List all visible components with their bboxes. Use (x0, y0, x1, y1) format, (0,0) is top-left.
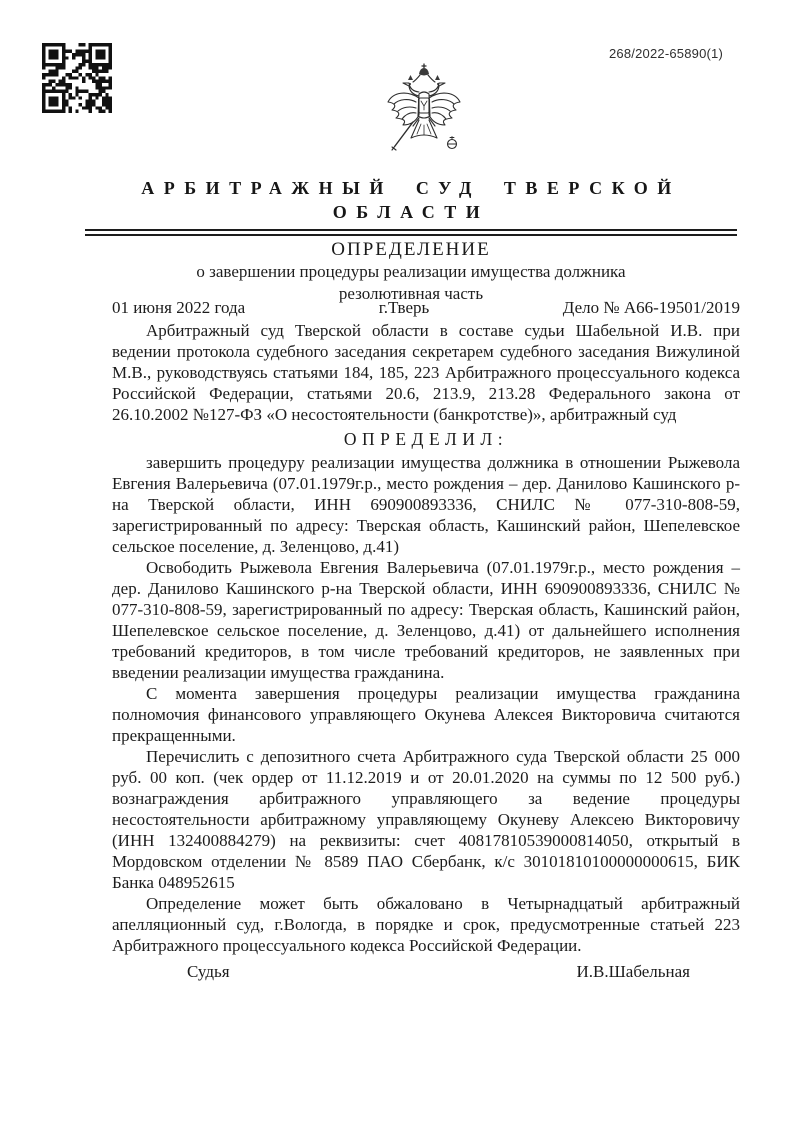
case-meta-row (112, 297, 740, 318)
resolution-heading: ОПРЕДЕЛИЛ: (343, 429, 509, 449)
case-number: Дело № А66-19501/2019 (562, 298, 740, 317)
document-part-label: резолютивная часть (338, 284, 484, 303)
court-name-line1: АРБИТРАЖНЫЙ СУД ТВЕРСКОЙ (141, 178, 681, 198)
judge-name: И.В.Шабельная (576, 962, 690, 981)
coat-of-arms-icon (383, 62, 465, 162)
paragraph-complete-procedure: завершить процедуру реализации имущества должника в отношении Рыжевола Евгения Валерьевича (07.01.1979г.р., место рождения – дер. Данилово Кашинского р-на Тверской области, ИНН 690900893336, СНИЛС № 077-310-808-59, зарегистрированный по адресу: Тверская область, Кашинский район, Шепелевское сельское поселение, д. Зеленцово, д.41) (112, 453, 740, 556)
court-name-line2: ОБЛАСТИ (332, 202, 490, 222)
intro-paragraph: Арбитражный суд Тверской области в составе судьи Шабельной И.В. при ведении протокола судебного заседания секретарем судебного заседания Вижулиной М.В., руководствуясь статьями 184, 185, 223 Арбитражного процессуального кодекса Российской Федерации, статьями 20.6, 213.9, 213.28 Федерального закона от 26.10.2002 №127-ФЗ «О несостоятельности (банкротстве)», арбитражный суд (112, 321, 740, 424)
paragraph-appeal-info: Определение может быть обжаловано в Четырнадцатый арбитражный апелляционный суд, г.Вологда, в порядке и срок, предусмотренные статьей 223 Арбитражного процессуального кодекса Российской Федерации. (112, 894, 740, 955)
paragraph-manager-termination: С момента завершения процедуры реализации имущества гражданина полномочия финансового управляющего Окунева Алексея Викторовича считаются прекращенными. (112, 684, 740, 745)
header-divider (85, 229, 737, 236)
document-type-title: ОПРЕДЕЛЕНИЕ (331, 239, 491, 260)
paragraph-release-debtor: Освободить Рыжевола Евгения Валерьевича (07.01.1979г.р., место рождения – дер. Данилово Кашинского р-на Тверской области, ИНН 690900893336, СНИЛС № 077-310-808-59, зарегистрированный по адресу: Тверская область, Кашинский район, Шепелевское сельское поселение, д. Зеленцово, д.41) от дальнейшего исполнения требований кредиторов, в том числе требований кредиторов, не заявленных при введении реализации имущества гражданина. (112, 558, 740, 682)
judge-label: Судья (187, 962, 230, 981)
document-subtitle: о завершении процедуры реализации имущества должника (196, 262, 626, 281)
document-header (85, 176, 737, 305)
paragraph-payment-details: Перечислить с депозитного счета Арбитражного суда Тверской области 25 000 руб. 00 коп. (чек ордер от 11.12.2019 и от 20.01.2020 на суммы по 12 500 руб.) вознаграждения арбитражного управляющего за ведение процедуры несостоятельности арбитражному управляющему Окуневу Алексею Викторовичу (ИНН 132400884279) на реквизиты: счет 40817810539000814050, открытый в Мордовском отделении № 8589 ПАО Сбербанк, к/с 30101810100000000615, БИК Банка 048952615 (112, 747, 740, 892)
document-number: 268/2022-65890(1) (609, 46, 723, 61)
document-date: 01 июня 2022 года (112, 298, 246, 317)
document-city: г.Тверь (378, 298, 430, 317)
document-body (112, 297, 740, 982)
signature-row (112, 961, 740, 982)
qr-code-icon (42, 43, 112, 113)
